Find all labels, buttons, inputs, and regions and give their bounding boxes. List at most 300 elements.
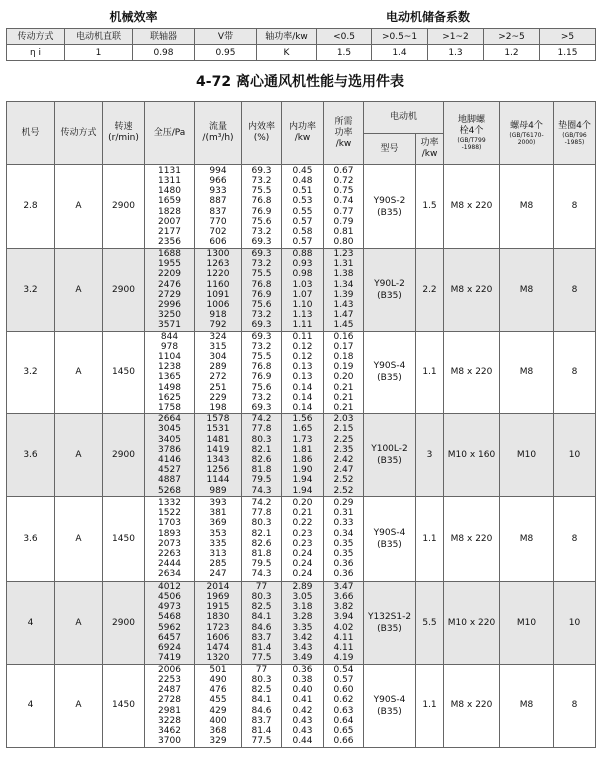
pressure-value: 2728 — [158, 695, 181, 706]
required-power-value: 0.54 — [333, 664, 354, 675]
efficiency-value: 75.6 — [251, 382, 272, 393]
internal-power-value: 0.48 — [292, 175, 313, 186]
flow-value: 368 — [209, 725, 227, 736]
flow-value: 429 — [209, 705, 227, 716]
internal-power-value: 0.22 — [292, 518, 313, 529]
required-power-value: 0.29 — [333, 498, 354, 509]
flow-cell — [195, 581, 242, 664]
required-power-value: 1.31 — [333, 259, 354, 270]
efficiency-value: 73.2 — [251, 175, 272, 186]
table-body — [7, 165, 596, 748]
flow-value: 1343 — [206, 455, 230, 466]
drive-cell: A — [55, 165, 103, 249]
pressure-value: 1688 — [158, 249, 181, 259]
speed-cell: 1450 — [103, 496, 145, 581]
flow-value: 335 — [209, 538, 227, 549]
motor-power-cell: 1.5 — [416, 165, 444, 249]
required-power-value: 2.52 — [333, 475, 354, 486]
efficiency-value: 73.2 — [251, 341, 272, 352]
internal-power-value: 1.81 — [292, 444, 313, 455]
internal-power-value: 0.43 — [292, 725, 313, 736]
flow-value: 792 — [209, 320, 227, 331]
machine-no-cell: 3.6 — [7, 496, 55, 581]
pressure-value: 2996 — [158, 300, 181, 311]
required-power-value: 2.35 — [333, 444, 354, 455]
pressure-value: 3700 — [158, 736, 181, 747]
flow-value: 770 — [209, 216, 227, 227]
pressure-value: 2209 — [158, 269, 181, 280]
nut-cell: M8 — [500, 496, 554, 581]
washer-cell: 10 — [554, 581, 596, 664]
flow-value: 285 — [209, 559, 227, 570]
internal-power-cell — [282, 496, 324, 581]
motor-model-value: (B35) — [377, 539, 402, 550]
required-power-cell — [324, 581, 364, 664]
efficiency-value: 79.5 — [251, 475, 272, 486]
pressure-value: 844 — [160, 331, 179, 342]
flow-value: 606 — [209, 237, 227, 248]
table-row — [7, 664, 596, 747]
efficiency-value: 77.8 — [251, 424, 272, 435]
internal-power-value: 3.43 — [292, 643, 313, 654]
flow-value: 994 — [209, 165, 227, 176]
drive-cell: A — [55, 249, 103, 332]
required-power-value: 0.21 — [333, 382, 354, 393]
machine-no-cell: 4 — [7, 664, 55, 747]
efficiency-cell — [242, 664, 282, 747]
efficiency-value: 76.8 — [251, 196, 272, 207]
mechanical-efficiency-title: 机械效率 — [109, 10, 158, 24]
nut-cell: M10 — [500, 581, 554, 664]
flow-value: 501 — [209, 664, 227, 675]
motor-model-value: Y90S-2 — [373, 195, 406, 206]
motor-power-cell: 2.2 — [416, 249, 444, 332]
value-cell: 1.4 — [372, 45, 428, 61]
pressure-value: 4887 — [158, 475, 181, 486]
required-power-value: 4.11 — [333, 632, 354, 643]
pressure-cell — [145, 249, 195, 332]
internal-power-value: 0.36 — [292, 664, 313, 675]
required-power-cell — [324, 496, 364, 581]
efficiency-value: 73.2 — [251, 310, 272, 321]
machine-no-cell: 3.2 — [7, 331, 55, 414]
motor-model-value: (B35) — [377, 207, 402, 218]
header-washer: 垫圈4个 (GB/T96 -1985) — [554, 102, 596, 165]
value-cell: 1.5 — [317, 45, 372, 61]
flow-cell — [195, 414, 242, 497]
flow-value: 1144 — [206, 475, 230, 486]
motor-power-cell: 3 — [416, 414, 444, 497]
pressure-cell — [145, 331, 195, 414]
anchor-bolt-cell: M8 x 220 — [444, 165, 500, 249]
pressure-value: 1828 — [158, 206, 181, 217]
pressure-value: 1238 — [158, 362, 181, 373]
required-power-cell — [324, 331, 364, 414]
washer-cell: 10 — [554, 414, 596, 497]
header-required-power: 所需 功率 /kw — [324, 102, 364, 165]
nut-cell: M8 — [500, 249, 554, 332]
pressure-value: 2073 — [158, 538, 181, 549]
nut-cell: M10 — [500, 414, 554, 497]
internal-power-value: 1.03 — [292, 279, 313, 290]
internal-power-value: 0.20 — [292, 498, 313, 509]
table-row — [7, 165, 596, 249]
internal-power-value: 0.21 — [292, 508, 313, 519]
required-power-value: 0.21 — [333, 403, 354, 414]
motor-power-cell: 1.1 — [416, 496, 444, 581]
motor-model-value: Y90S-4 — [373, 694, 406, 705]
pressure-value: 2487 — [158, 685, 181, 696]
pressure-value: 5268 — [158, 485, 181, 496]
pressure-value: 4973 — [158, 602, 181, 613]
pressure-value: 1332 — [158, 498, 181, 509]
required-power-value: 0.80 — [333, 237, 354, 248]
efficiency-cell — [242, 581, 282, 664]
internal-power-value: 0.13 — [292, 372, 313, 383]
internal-power-value: 0.41 — [292, 695, 313, 706]
required-power-value: 0.79 — [333, 216, 354, 227]
internal-power-value: 0.23 — [292, 528, 313, 539]
flow-value: 1606 — [206, 632, 230, 643]
machine-no-cell: 3.6 — [7, 414, 55, 497]
internal-power-value: 0.12 — [292, 341, 313, 352]
efficiency-value: 74.3 — [251, 569, 272, 580]
flow-value: 1256 — [206, 465, 230, 476]
pressure-value: 2476 — [158, 279, 181, 290]
header-cell: 传动方式 — [7, 29, 65, 45]
internal-power-value: 3.05 — [292, 592, 313, 603]
efficiency-value: 77 — [255, 664, 268, 675]
flow-value: 400 — [209, 715, 227, 726]
internal-power-value: 1.11 — [292, 320, 313, 331]
pressure-value: 3250 — [158, 310, 181, 321]
flow-value: 272 — [209, 372, 227, 383]
flow-value: 1300 — [206, 249, 230, 259]
pressure-value: 2444 — [158, 559, 181, 570]
internal-power-value: 3.42 — [292, 632, 313, 643]
header-cell: 联轴器 — [133, 29, 195, 45]
internal-power-value: 2.89 — [292, 581, 313, 592]
pressure-value: 3462 — [158, 725, 181, 736]
efficiency-value: 74.3 — [251, 485, 272, 496]
speed-cell: 2900 — [103, 165, 145, 249]
flow-value: 1006 — [206, 300, 230, 311]
anchor-bolt-cell: M8 x 220 — [444, 249, 500, 332]
required-power-value: 1.38 — [333, 269, 354, 280]
header-nut: 螺母4个 (GB/T6170- 2000) — [500, 102, 554, 165]
required-power-value: 0.34 — [333, 528, 354, 539]
value-cell: η i — [7, 45, 65, 61]
efficiency-value: 84.6 — [251, 705, 272, 716]
anchor-bolt-cell: M8 x 220 — [444, 664, 500, 747]
flow-value: 324 — [209, 331, 227, 342]
pressure-cell — [145, 165, 195, 249]
flow-value: 1723 — [206, 622, 230, 633]
pressure-value: 1480 — [158, 186, 181, 197]
required-power-value: 0.81 — [333, 226, 354, 237]
efficiency-value: 81.4 — [251, 643, 272, 654]
efficiency-value: 76.9 — [251, 289, 272, 300]
pressure-value: 4146 — [158, 455, 181, 466]
efficiency-cell — [242, 165, 282, 249]
flow-value: 989 — [209, 485, 227, 496]
required-power-value: 0.75 — [333, 186, 354, 197]
efficiency-value: 80.3 — [251, 674, 272, 685]
table-row — [7, 331, 596, 414]
anchor-bolt-cell: M8 x 220 — [444, 496, 500, 581]
motor-model-cell — [364, 414, 416, 497]
efficiency-value: 69.3 — [251, 320, 272, 331]
flow-value: 1419 — [206, 444, 230, 455]
header-efficiency: 内效率 (%) — [242, 102, 282, 165]
flow-value: 251 — [209, 382, 227, 393]
internal-power-value: 1.94 — [292, 475, 313, 486]
flow-cell — [195, 664, 242, 747]
flow-value: 1578 — [206, 414, 230, 425]
flow-cell — [195, 165, 242, 249]
motor-model-value: (B35) — [377, 623, 402, 634]
flow-value: 304 — [209, 352, 227, 363]
internal-power-value: 1.73 — [292, 434, 313, 445]
required-power-value: 2.42 — [333, 455, 354, 466]
required-power-value: 3.82 — [333, 602, 354, 613]
flow-value: 933 — [209, 186, 227, 197]
required-power-value: 1.45 — [333, 320, 354, 331]
internal-power-value: 3.49 — [292, 653, 313, 664]
pressure-value: 1625 — [158, 392, 181, 403]
flow-value: 1915 — [206, 602, 230, 613]
required-power-value: 2.03 — [333, 414, 354, 425]
required-power-value: 2.52 — [333, 485, 354, 496]
header-cell: >5 — [540, 29, 596, 45]
flow-value: 455 — [209, 695, 227, 706]
internal-power-value: 0.57 — [292, 216, 313, 227]
efficiency-value: 77.5 — [251, 736, 272, 747]
pressure-value: 1104 — [158, 352, 181, 363]
value-cell: 0.98 — [133, 45, 195, 61]
flow-value: 1481 — [206, 434, 230, 445]
efficiency-cell — [242, 414, 282, 497]
table-row — [7, 414, 596, 497]
required-power-value: 0.66 — [333, 736, 354, 747]
required-power-value: 0.72 — [333, 175, 354, 186]
required-power-value: 3.94 — [333, 612, 354, 623]
efficiency-value: 82.6 — [251, 455, 272, 466]
efficiency-value: 76.8 — [251, 362, 272, 373]
drive-cell: A — [55, 331, 103, 414]
internal-power-value: 0.13 — [292, 362, 313, 373]
flow-value: 1474 — [206, 643, 230, 654]
internal-power-value: 0.24 — [292, 549, 313, 560]
internal-power-value: 1.94 — [292, 485, 313, 496]
internal-power-value: 0.55 — [292, 206, 313, 217]
motor-model-cell — [364, 581, 416, 664]
header-motor-power: 功率 /kw — [416, 134, 444, 165]
speed-cell: 1450 — [103, 331, 145, 414]
efficiency-value: 81.8 — [251, 465, 272, 476]
efficiency-value: 79.5 — [251, 559, 272, 570]
pressure-value: 2007 — [158, 216, 181, 227]
value-cell: 1.3 — [428, 45, 484, 61]
motor-power-cell: 5.5 — [416, 581, 444, 664]
flow-value: 198 — [209, 403, 227, 414]
flow-value: 837 — [209, 206, 227, 217]
required-power-value: 0.21 — [333, 392, 354, 403]
internal-power-value: 0.53 — [292, 196, 313, 207]
motor-model-cell — [364, 165, 416, 249]
pressure-value: 3045 — [158, 424, 181, 435]
required-power-value: 2.47 — [333, 465, 354, 476]
internal-power-value: 0.51 — [292, 186, 313, 197]
header-drive: 传动方式 — [55, 102, 103, 165]
nut-cell: M8 — [500, 165, 554, 249]
internal-power-value: 3.28 — [292, 612, 313, 623]
required-power-value: 0.36 — [333, 569, 354, 580]
motor-model-cell — [364, 331, 416, 414]
page-title: 4-72 离心通风机性能与选用件表 — [196, 74, 404, 90]
internal-power-value: 1.10 — [292, 300, 313, 311]
pressure-value: 3786 — [158, 444, 181, 455]
flow-value: 966 — [209, 175, 227, 186]
internal-power-value: 3.35 — [292, 622, 313, 633]
efficiency-value: 82.5 — [251, 685, 272, 696]
header-cell: >2~5 — [484, 29, 540, 45]
internal-power-value: 0.40 — [292, 685, 313, 696]
flow-value: 393 — [209, 498, 227, 509]
required-power-cell — [324, 165, 364, 249]
nut-cell: M8 — [500, 331, 554, 414]
required-power-value: 0.17 — [333, 341, 354, 352]
machine-no-cell: 2.8 — [7, 165, 55, 249]
required-power-value: 0.18 — [333, 352, 354, 363]
efficiency-value: 77.8 — [251, 508, 272, 519]
efficiency-value: 84.6 — [251, 622, 272, 633]
required-power-value: 1.34 — [333, 279, 354, 290]
header-cell: >1~2 — [428, 29, 484, 45]
pressure-value: 978 — [160, 341, 179, 352]
flow-value: 887 — [209, 196, 227, 207]
efficiency-value: 80.3 — [251, 434, 272, 445]
flow-value: 1220 — [206, 269, 230, 280]
internal-power-cell — [282, 165, 324, 249]
efficiency-value: 81.8 — [251, 549, 272, 560]
mechanical-efficiency-table — [6, 28, 257, 61]
flow-value: 1969 — [206, 592, 230, 603]
header-cell: <0.5 — [317, 29, 372, 45]
required-power-value: 4.02 — [333, 622, 354, 633]
pressure-value: 2006 — [158, 664, 181, 675]
internal-power-value: 0.12 — [292, 352, 313, 363]
header-cell: 轴功率/kw — [257, 29, 317, 45]
table-row — [7, 496, 596, 581]
pressure-value: 6457 — [158, 632, 181, 643]
pressure-cell — [145, 581, 195, 664]
required-power-value: 4.11 — [333, 643, 354, 654]
internal-power-value: 0.42 — [292, 705, 313, 716]
internal-power-value: 1.86 — [292, 455, 313, 466]
pressure-value: 1311 — [158, 175, 181, 186]
required-power-value: 0.65 — [333, 725, 354, 736]
pressure-value: 1703 — [158, 518, 181, 529]
motor-model-value: Y132S1-2 — [367, 611, 412, 622]
pressure-cell — [145, 496, 195, 581]
table-row — [7, 249, 596, 332]
internal-power-value: 1.56 — [292, 414, 313, 425]
efficiency-value: 83.7 — [251, 632, 272, 643]
header-pressure: 全压/Pa — [145, 102, 195, 165]
drive-cell: A — [55, 664, 103, 747]
motor-power-cell: 1.1 — [416, 664, 444, 747]
internal-power-value: 0.24 — [292, 559, 313, 570]
value-cell: 1.15 — [540, 45, 596, 61]
flow-value: 313 — [209, 549, 227, 560]
flow-value: 229 — [209, 392, 227, 403]
flow-value: 702 — [209, 226, 227, 237]
flow-value: 381 — [209, 508, 227, 519]
flow-value: 490 — [209, 674, 227, 685]
header-anchor-bolt: 地脚螺 栓4个 (GB/T799 -1988) — [444, 102, 500, 165]
internal-power-value: 0.88 — [292, 249, 313, 259]
pressure-value: 1758 — [158, 403, 181, 414]
header-motor: 电动机 — [364, 102, 444, 134]
efficiency-value: 75.6 — [251, 216, 272, 227]
internal-power-value: 0.14 — [292, 403, 313, 414]
anchor-bolt-cell: M10 x 160 — [444, 414, 500, 497]
internal-power-value: 1.13 — [292, 310, 313, 321]
header-internal-power: 内功率 /kw — [282, 102, 324, 165]
header-cell: >0.5~1 — [372, 29, 428, 45]
pressure-value: 1659 — [158, 196, 181, 207]
efficiency-value: 73.2 — [251, 259, 272, 270]
motor-model-value: (B35) — [377, 706, 402, 717]
speed-cell: 2900 — [103, 249, 145, 332]
required-power-value: 0.60 — [333, 685, 354, 696]
flow-value: 1263 — [206, 259, 230, 270]
flow-value: 329 — [209, 736, 227, 747]
washer-cell: 8 — [554, 165, 596, 249]
anchor-bolt-cell: M8 x 220 — [444, 331, 500, 414]
efficiency-value: 81.4 — [251, 725, 272, 736]
pressure-value: 3571 — [158, 320, 181, 331]
header-flow: 流量 /(m³/h) — [195, 102, 242, 165]
internal-power-value: 0.45 — [292, 165, 313, 176]
pressure-value: 2634 — [158, 569, 181, 580]
internal-power-value: 3.18 — [292, 602, 313, 613]
flow-value: 2014 — [206, 581, 230, 592]
pressure-value: 4527 — [158, 465, 181, 476]
pressure-value: 2729 — [158, 289, 181, 300]
fan-performance-table — [6, 101, 596, 748]
internal-power-cell — [282, 414, 324, 497]
efficiency-value: 73.2 — [251, 226, 272, 237]
required-power-value: 0.62 — [333, 695, 354, 706]
header-cell: V带 — [195, 29, 257, 45]
efficiency-value: 75.5 — [251, 269, 272, 280]
efficiency-cell — [242, 496, 282, 581]
required-power-value: 0.16 — [333, 331, 354, 342]
internal-power-value: 0.57 — [292, 237, 313, 248]
flow-value: 918 — [209, 310, 227, 321]
internal-power-value: 1.07 — [292, 289, 313, 300]
pressure-value: 5468 — [158, 612, 181, 623]
internal-power-value: 0.98 — [292, 269, 313, 280]
motor-model-value: (B35) — [377, 373, 402, 384]
flow-value: 1160 — [206, 279, 230, 290]
table-row — [7, 581, 596, 664]
efficiency-value: 80.3 — [251, 592, 272, 603]
efficiency-value: 69.3 — [251, 331, 272, 342]
efficiency-value: 69.3 — [251, 249, 272, 259]
